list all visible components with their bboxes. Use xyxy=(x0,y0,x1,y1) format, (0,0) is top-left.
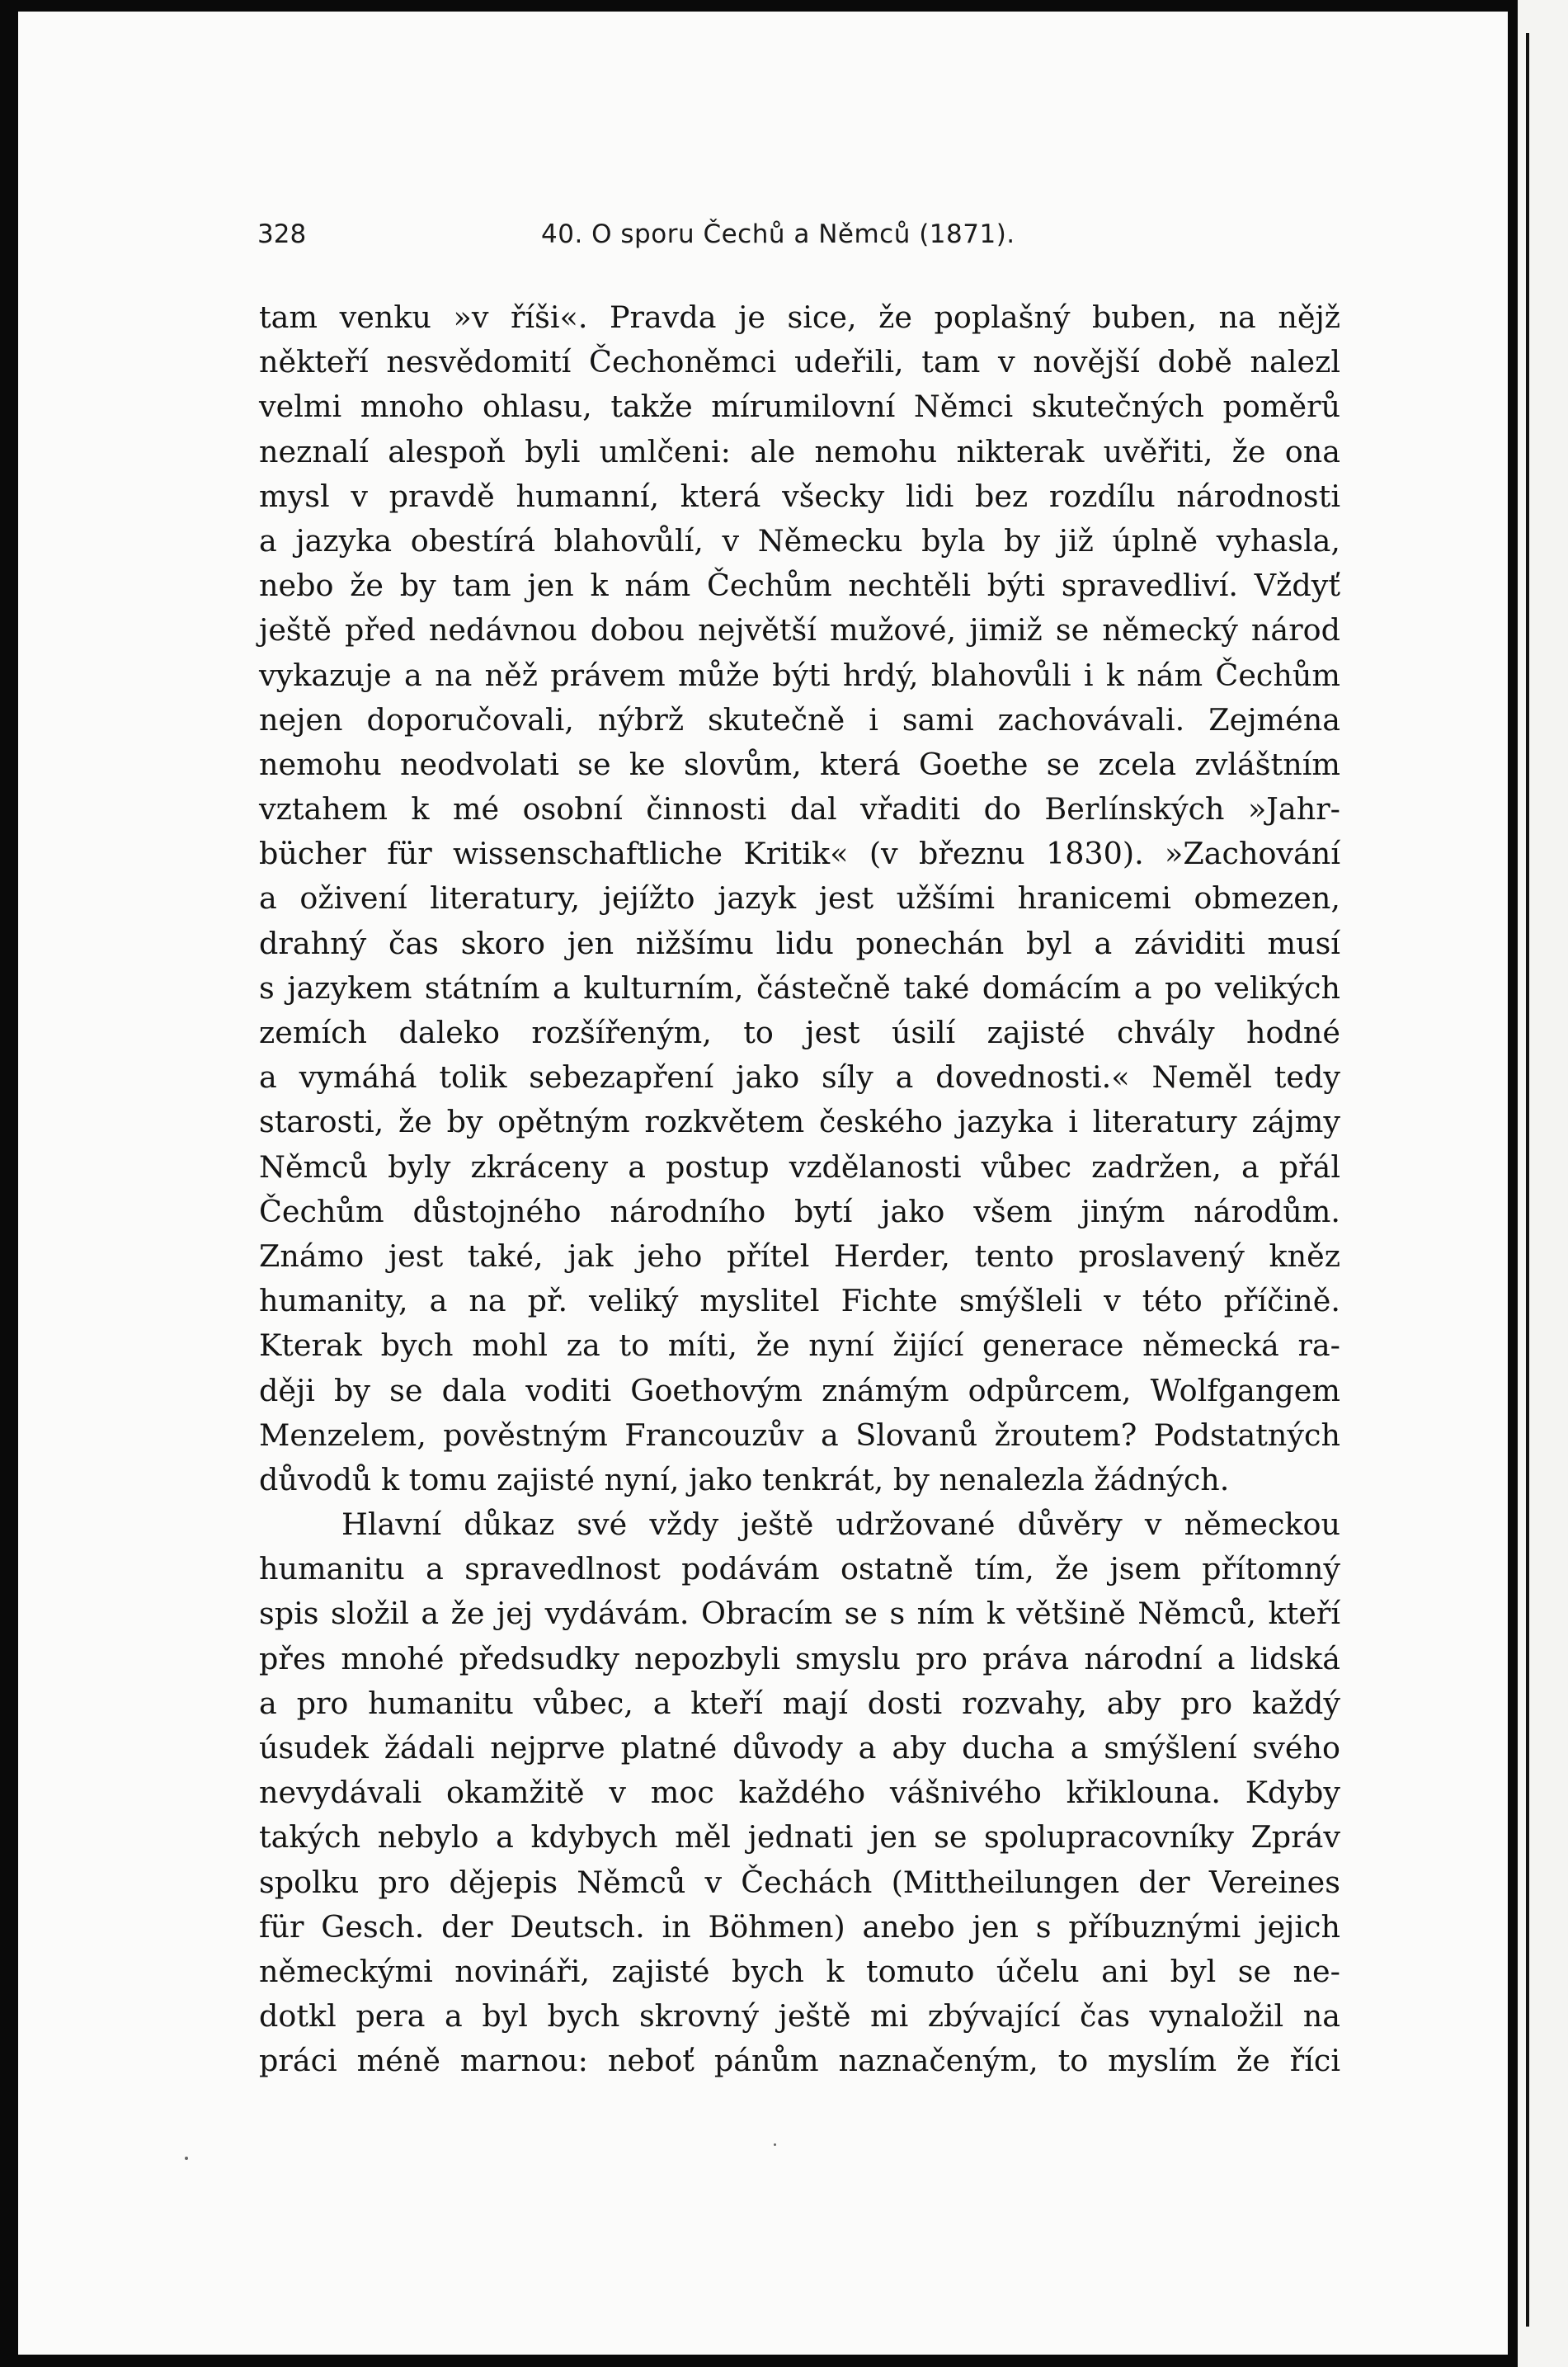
running-title: 40. O sporu Čechů a Němců (1871). xyxy=(541,219,1015,249)
text-line: práci méně marnou: neboť pánům naznačeným, to myslím že říci xyxy=(259,2043,1340,2079)
text-line: neznalí alespoň byli umlčeni: ale nemohu nikterak uvěřiti, že ona xyxy=(259,433,1340,469)
text-line: dotkl pera a byl bych skrovný ještě mi zbývající čas vynaložil na xyxy=(259,1998,1340,2035)
text-line: bücher für wissenschaftliche Kritik« (v březnu 1830). »Zachování xyxy=(259,836,1340,872)
text-line: Známo jest také, jak jeho přítel Herder, tento proslavený kněz xyxy=(259,1238,1340,1274)
text-line: humanitu a spravedlnost podávám ostatně tím, že jsem přítomný xyxy=(259,1551,1340,1587)
text-line: humanity, a na př. veliký myslitel Fichte smýšleli v této příčině. xyxy=(259,1283,1340,1319)
text-line: für Gesch. der Deutsch. in Böhmen) anebo jen s příbuznými jejich xyxy=(259,1908,1340,1945)
text-line: vztahem k mé osobní činnosti dal vřaditi do Berlínských »Jahr- xyxy=(259,791,1340,828)
text-line: s jazykem státním a kulturním, částečně také domácím a po velikých xyxy=(259,969,1340,1006)
text-line: vykazuje a na něž právem může býti hrdý, blahovůli i k nám Čechům xyxy=(259,657,1340,693)
text-line: nejen doporučovali, nýbrž skutečně i sami zachovávali. Zejména xyxy=(259,701,1340,738)
text-line: německými novináři, zajisté bych k tomuto účelu ani byl se ne- xyxy=(259,1953,1340,1989)
text-line: Němců byly zkráceny a postup vzdělanosti vůbec zadržen, a přál xyxy=(259,1148,1340,1185)
running-head xyxy=(257,219,1330,261)
text-line: Čechům důstojného národního bytí jako všem jiným národům. xyxy=(259,1193,1340,1229)
text-line: ději by se dala voditi Goethovým známým odpůrcem, Wolfgangem xyxy=(259,1372,1340,1408)
text-line: drahný čas skoro jen nižšímu lidu ponechán byl a záviditi musí xyxy=(259,925,1340,961)
paragraph-first-line: Hlavní důkaz své vždy ještě udržované důvěry v německou xyxy=(341,1506,1340,1543)
text-line: důvodů k tomu zajisté nyní, jako tenkrát, by nenalezla žádných. xyxy=(259,1461,1230,1497)
text-line: spolku pro dějepis Němců v Čechách (Mittheilungen der Vereines xyxy=(259,1864,1340,1900)
scan-speck xyxy=(774,2143,776,2146)
text-line: mysl v pravdě humanní, která všecky lidi bez rozdílu národnosti xyxy=(259,478,1340,514)
text-line: Kterak bych mohl za to míti, že nyní žijící generace německá ra- xyxy=(259,1327,1340,1364)
text-line: nemohu neodvolati se ke slovům, která Goethe se zcela zvláštním xyxy=(259,746,1340,782)
text-line: někteří nesvědomití Čechoněmci udeřili, tam v novější době nalezl xyxy=(259,344,1340,380)
text-line: velmi mnoho ohlasu, takže mírumilovní Němci skutečných poměrů xyxy=(259,389,1340,425)
text-line: zemích daleko rozšířeným, to jest úsilí zajisté chvály hodné xyxy=(259,1015,1340,1050)
text-line: a oživení literatury, jejížto jazyk jest užšími hranicemi obmezen, xyxy=(259,880,1340,917)
text-line: nebo že by tam jen k nám Čechům nechtěli býti spravedliví. Vždyť xyxy=(259,568,1340,604)
text-line: takých nebylo a kdybych měl jednati jen se spolupracovníky Zpráv xyxy=(259,1819,1340,1855)
text-line: spis složil a že jej vydávám. Obracím se s ním k většině Němců, kteří xyxy=(259,1596,1340,1632)
page-gutter-line xyxy=(1526,33,1529,2327)
page-number: 328 xyxy=(257,219,307,249)
text-line: úsudek žádali nejprve platné důvody a aby ducha a smýšlení svého xyxy=(259,1730,1340,1766)
text-line: tam venku »v říši«. Pravda je sice, že poplašný buben, na nějž xyxy=(259,299,1340,335)
text-line: a pro humanitu vůbec, a kteří mají dosti rozvahy, aby pro každý xyxy=(259,1685,1340,1721)
text-line: a vymáhá tolik sebezapření jako síly a dovednosti.« Neměl tedy xyxy=(259,1059,1340,1096)
text-line: nevydávali okamžitě v moc každého vášnivého křiklouna. Kdyby xyxy=(259,1775,1340,1811)
text-line: Menzelem, pověstným Francouzův a Slovanů žroutem? Podstatných xyxy=(259,1417,1340,1453)
text-line: starosti, že by opětným rozkvětem českého jazyka i literatury zájmy xyxy=(259,1104,1340,1140)
text-line: přes mnohé předsudky nepozbyli smyslu pro práva národní a lidská xyxy=(259,1640,1340,1676)
scan-speck xyxy=(185,2157,188,2160)
text-line: ještě před nedávnou dobou největší mužové, jimiž se německý národ xyxy=(259,612,1340,648)
body-text xyxy=(259,295,1340,2084)
text-line: a jazyka obestírá blahovůlí, v Německu byla by již úplně vyhasla, xyxy=(259,522,1340,559)
